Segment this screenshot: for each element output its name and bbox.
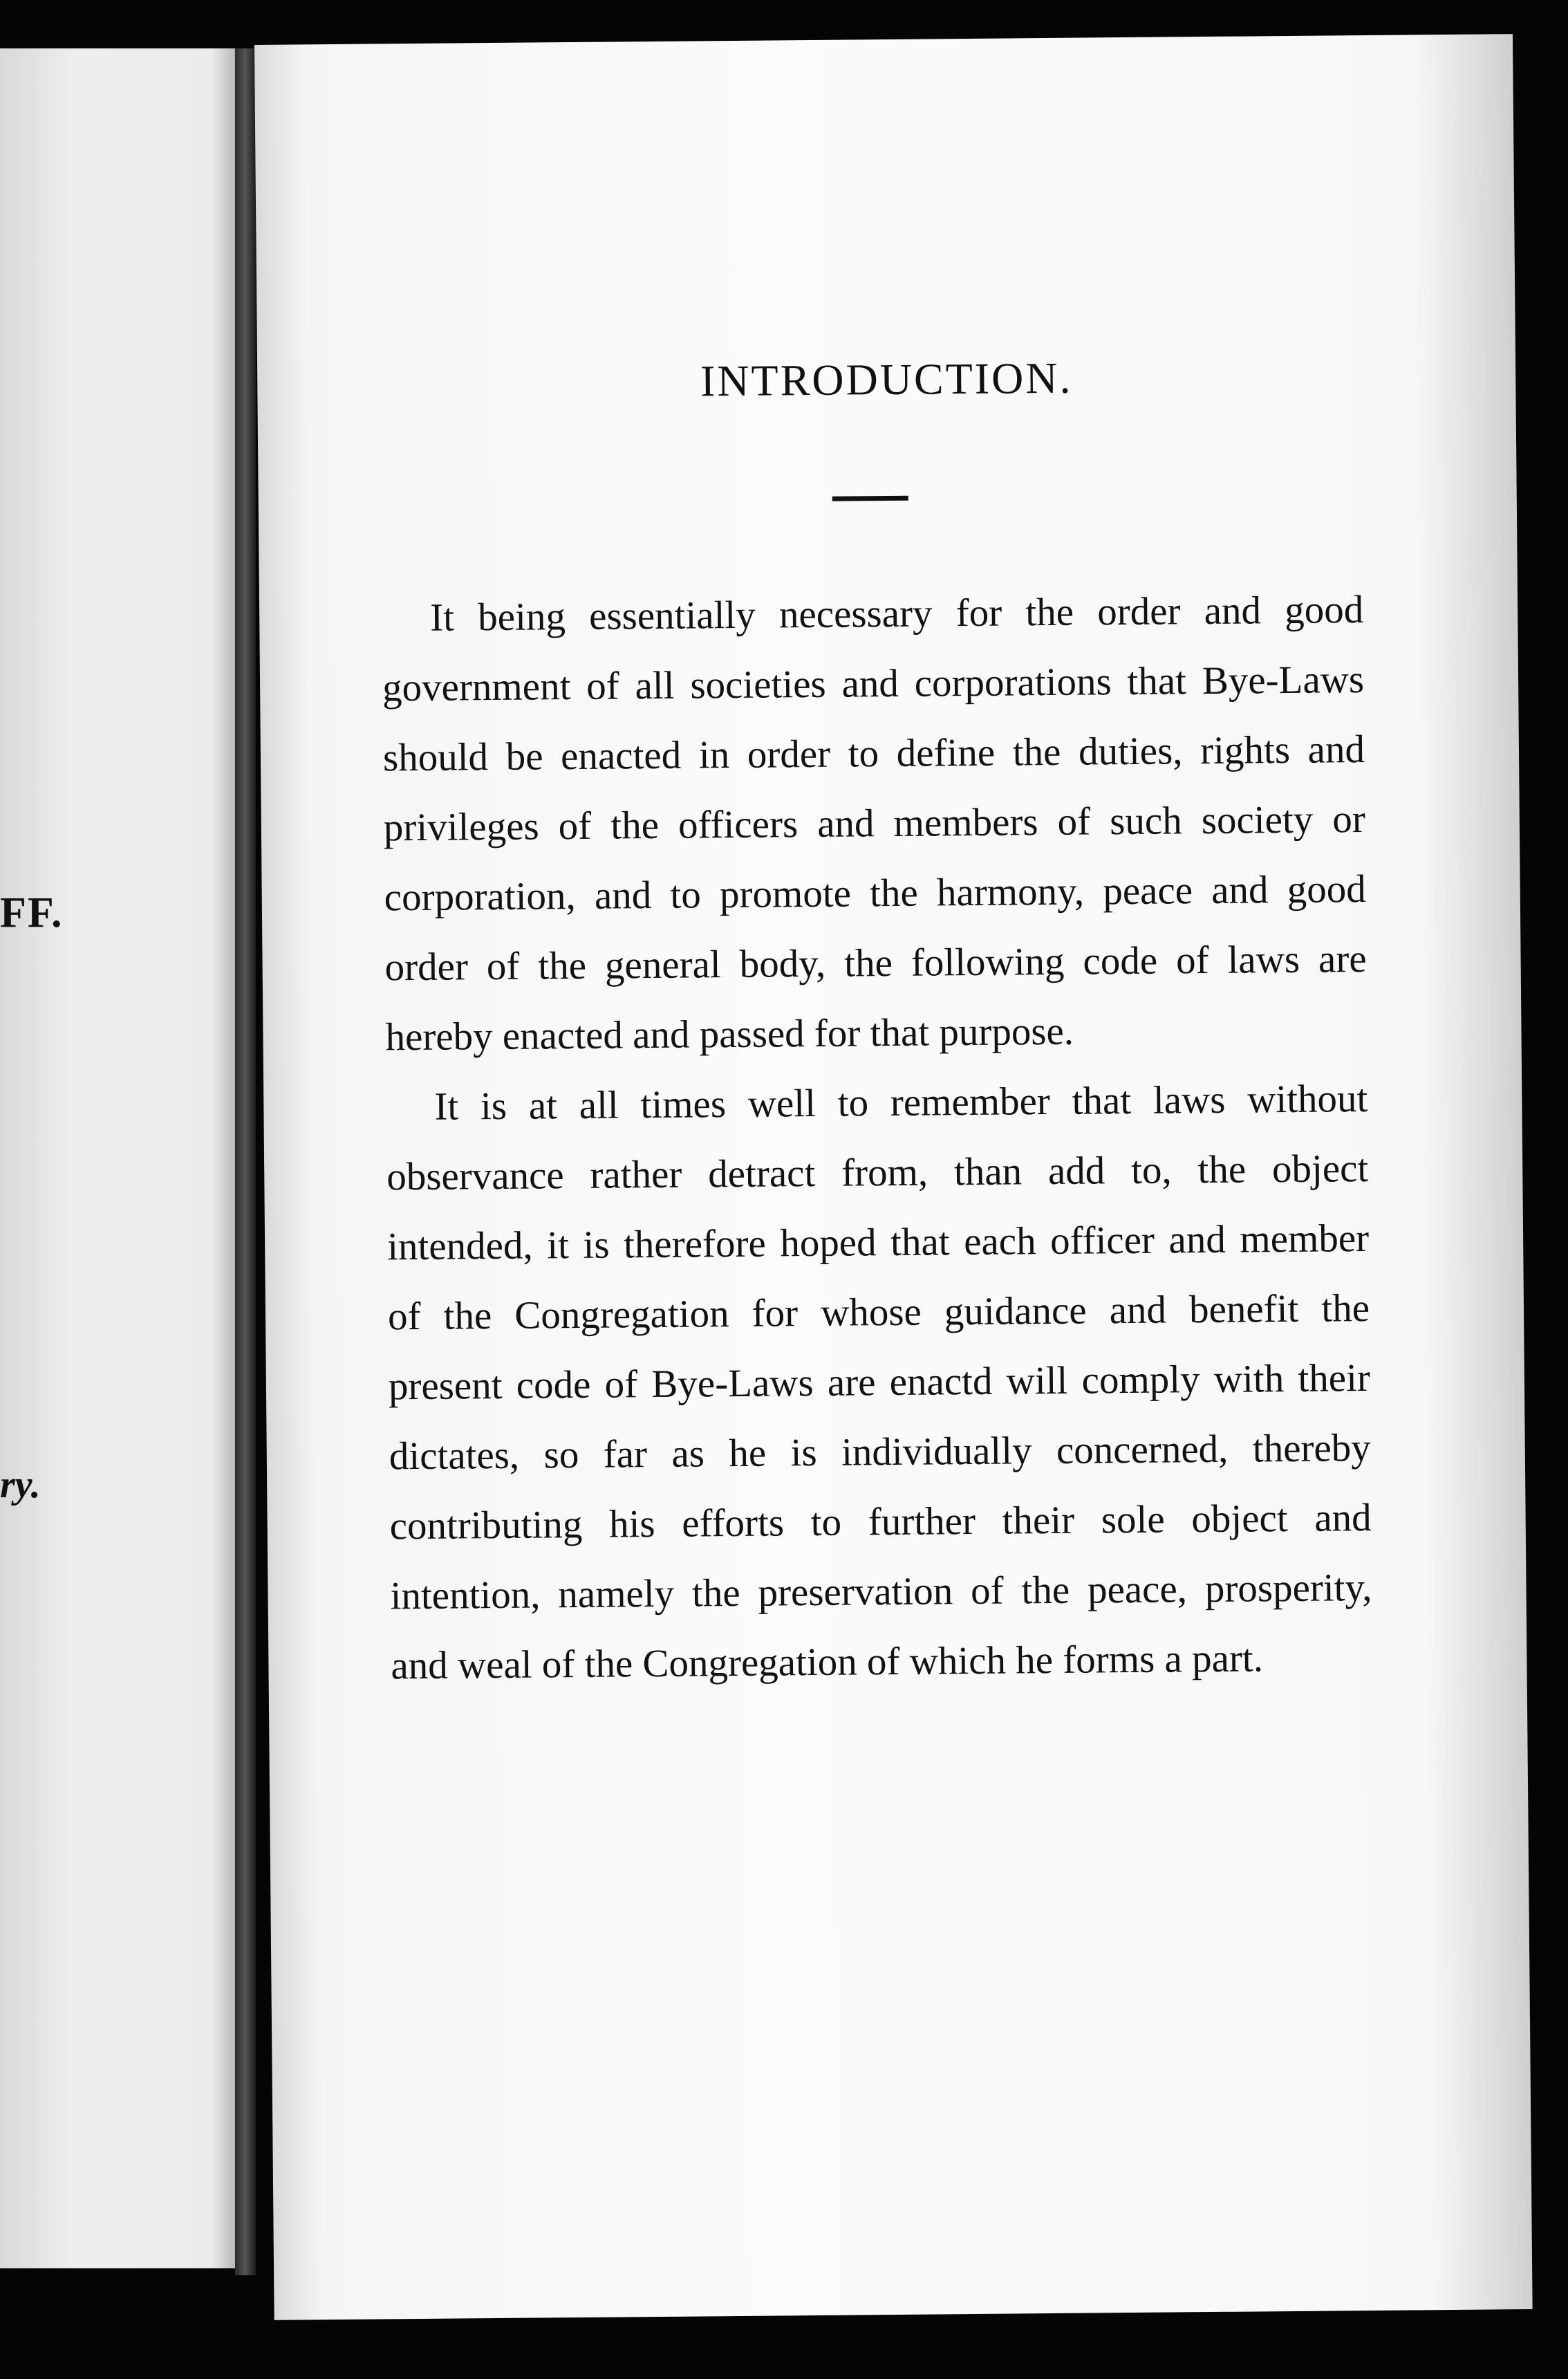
- document-page: [254, 34, 1533, 2320]
- facing-page-fragment: ry.: [0, 1463, 41, 1506]
- body-text: [382, 575, 1373, 1701]
- facing-page-fragment: FF.: [0, 889, 64, 936]
- paragraph: It being essentially necessary for the order and good government of all societies and corporations that Bye-Laws should be enacted in order to define the duties, rights and privileges of the officers and members of such society or corporation, and to promote the harmony, peace and good order of the general body, the following code of laws are hereby enacted and passed for that purpose.: [382, 588, 1367, 1059]
- page-title: INTRODUCTION.: [700, 353, 1073, 406]
- title-divider: [832, 496, 908, 501]
- paragraph: It is at all times well to remember that laws without observance rather detract from, than add to, the object intended, it is therefore hoped that each officer and member of the Congregation for whose guidance and benefit the present code of Bye-Laws are enactd will comply with their dictates, so far as he is individually concerned, thereby contributing his efforts to further their sole object and intention, namely the preservation of the peace, prosperity, and weal of the Congregation of which he forms a part.: [386, 1077, 1372, 1688]
- facing-page: [0, 48, 249, 2268]
- book-gutter: [235, 48, 256, 2275]
